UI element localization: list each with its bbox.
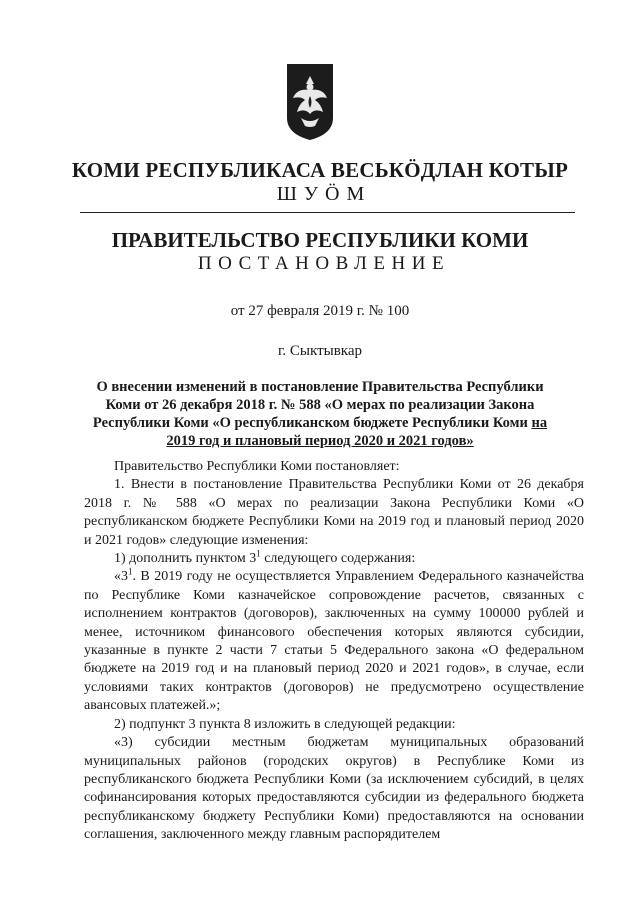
document-title-main: О внесении изменений в постановление Правительства Республики Коми от 26 декабря 2018 г. № 588 «О мерах по реализации Закона Республики Коми «О республиканском бюджете Республики Коми: [92, 379, 544, 431]
document-date-number: от 27 февраля 2019 г. № 100: [230, 303, 410, 319]
coat-of-arms-emblem: [285, 62, 335, 142]
body-paragraph-3-lead: «3: [114, 569, 128, 585]
emblem-icon: [285, 62, 335, 142]
komi-document-type: ШУӦМ: [276, 183, 372, 205]
body-paragraph-3-text: . В 2019 году не осуществляется Управлением Федерального казначейства по Республике Коми казначейское сопровождение расчетов, связанных с исполнением контрактов (договоров), заключенных на сумму 100000 рублей и менее, источником финансового обеспечения которых являются субсидии, указанные в пункте 2 части 7 статьи 5 Федерального закона «О федеральном бюджете на 2019 год и на плановый период 2020 и 2021 годов», в случае, если условиями таких контрактов (договоров) не предусмотрено осуществление авансовых платежей.»;: [84, 569, 584, 714]
body-paragraph-2-text: 1) дополнить пунктом 3: [114, 551, 257, 567]
body-intro: Правительство Республики Коми постановляет:: [114, 459, 400, 474]
komi-government-name: КОМИ РЕСПУБЛИКАСА ВЕСЬКӦДЛАН КОТЫР: [71, 158, 569, 182]
body-paragraph-2-tail: следующего содержания:: [260, 551, 416, 567]
body-paragraph-4: 2) подпункт 3 пункта 8 изложить в следующей редакции:: [114, 716, 456, 732]
body-paragraph-3: [84, 568, 584, 715]
document-city: г. Сыктывкар: [277, 343, 363, 359]
document-body: [84, 458, 584, 845]
document-title: [90, 378, 550, 450]
body-paragraph-2: [84, 550, 584, 568]
body-paragraph-1: 1. Внести в постановление Правительства Республики Коми от 26 декабря 2018 г. № 588 «О мерах по реализации Закона Республики Коми «О республиканском бюджете Республики Коми на 2019 год и плановый период 2020 и 2021 годов» следующие изменения:: [84, 477, 584, 548]
body-paragraph-3-superscript: 1: [128, 566, 133, 577]
body-paragraph-2-superscript: 1: [256, 548, 261, 559]
body-paragraph-5: «3) субсидии местным бюджетам муниципальных образований муниципальных районов (городских округов) в Республике Коми из республиканского бюджета Республики Коми (за исключением субсидий, в целях софинансирования которых предоставляются субсидии из федерального бюджета республиканскому бюджету Республики Коми) предоставляются на основании соглашения, заключенного между главным распорядителем: [84, 735, 584, 843]
document-title-underlined: на 2019 год и плановый период 2020 и 2021 годов»: [166, 415, 548, 449]
header-divider: [80, 212, 575, 213]
ru-document-type: ПОСТАНОВЛЕНИЕ: [197, 253, 451, 274]
ru-government-name: ПРАВИТЕЛЬСТВО РЕСПУБЛИКИ КОМИ: [111, 228, 529, 252]
